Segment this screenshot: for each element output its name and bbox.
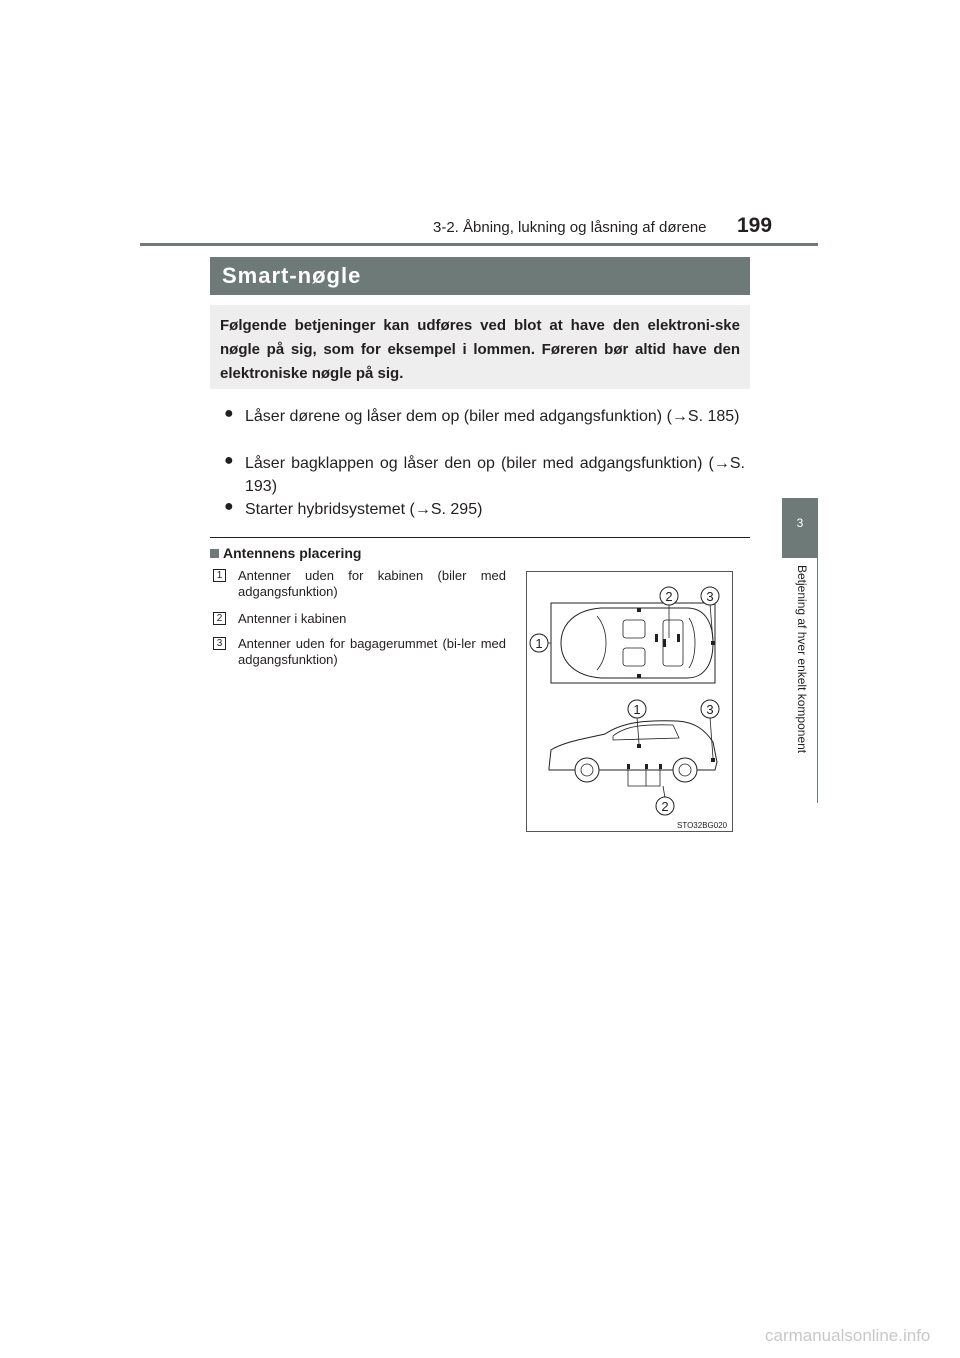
section-divider bbox=[210, 537, 750, 538]
bullet-icon: ● bbox=[224, 405, 234, 422]
antenna-marker bbox=[663, 639, 666, 647]
page-title: Smart-nøgle bbox=[222, 263, 362, 288]
windshield bbox=[597, 616, 606, 670]
callout-label: 1 bbox=[535, 636, 543, 651]
front-seat-right bbox=[623, 648, 645, 666]
chapter-tab-line bbox=[817, 558, 818, 803]
rear-window bbox=[689, 618, 695, 668]
subsection-heading-text: Antennens placering bbox=[223, 545, 362, 561]
legend-number: 3 bbox=[213, 637, 226, 650]
watermark: carmanualsonline.info bbox=[765, 1326, 931, 1345]
intro-box bbox=[210, 305, 750, 389]
legend-text: Antenner uden for kabinen (biler med adgangsfunktion) bbox=[238, 568, 506, 599]
figure-code: STO32BG020 bbox=[677, 821, 728, 830]
bullet-text: Starter hybridsystemet (→S. 295) bbox=[245, 501, 483, 518]
antenna-marker bbox=[711, 641, 715, 645]
square-bullet-icon bbox=[210, 549, 219, 558]
legend-text: Antenner i kabinen bbox=[238, 611, 347, 626]
antenna-marker bbox=[677, 634, 680, 642]
chapter-tab bbox=[782, 498, 818, 558]
bullet-text: Låser dørene og låser dem op (biler med adgangsfunktion) (→S. 185) bbox=[245, 408, 740, 425]
antenna-marker bbox=[637, 744, 641, 748]
callout-label: 2 bbox=[661, 799, 669, 814]
legend-text: Antenner uden for bagagerummet (bi-ler med adgangsfunktion) bbox=[238, 636, 506, 667]
antenna-marker bbox=[637, 674, 641, 678]
car-top-body bbox=[561, 608, 713, 678]
bullet-icon: ● bbox=[224, 452, 234, 469]
legend-number: 2 bbox=[213, 612, 226, 625]
header-rule bbox=[140, 243, 818, 246]
subsection-heading bbox=[210, 545, 361, 561]
chapter-label: Betjening af hver enkelt komponent bbox=[795, 565, 809, 754]
callout-label: 3 bbox=[706, 702, 714, 717]
chapter-number: 3 bbox=[796, 516, 804, 530]
antenna-marker bbox=[711, 758, 715, 762]
top-view-frame bbox=[551, 603, 715, 683]
car-diagram bbox=[527, 572, 734, 833]
antenna-marker bbox=[659, 764, 662, 769]
callout-label: 1 bbox=[633, 702, 641, 717]
front-seat-left bbox=[623, 620, 645, 638]
callout-label: 2 bbox=[665, 589, 673, 604]
legend-number: 1 bbox=[213, 569, 226, 582]
antenna-location-figure bbox=[526, 571, 733, 832]
section-header: 3-2. Åbning, lukning og låsning af dørene bbox=[433, 219, 707, 236]
title-bar bbox=[210, 257, 750, 295]
antenna-marker bbox=[627, 764, 630, 769]
bullet-text: Låser bagklappen og låser den op (biler med adgangsfunktion) (→S. 193) bbox=[245, 455, 745, 495]
page-number: 199 bbox=[737, 214, 773, 237]
rear-wheel bbox=[673, 758, 697, 782]
callout-label: 3 bbox=[706, 589, 714, 604]
antenna-marker bbox=[637, 608, 641, 612]
intro-text: Følgende betjeninger kan udføres ved blot at have den elektroni-ske nøgle på sig, som for eksempel i lommen. Føreren bør altid have den elektroniske nøgle på sig. bbox=[220, 317, 740, 382]
bullet-icon: ● bbox=[224, 498, 234, 515]
side-windows bbox=[613, 725, 679, 740]
antenna-marker bbox=[655, 634, 658, 642]
antenna-marker bbox=[645, 764, 648, 769]
front-wheel bbox=[575, 758, 599, 782]
